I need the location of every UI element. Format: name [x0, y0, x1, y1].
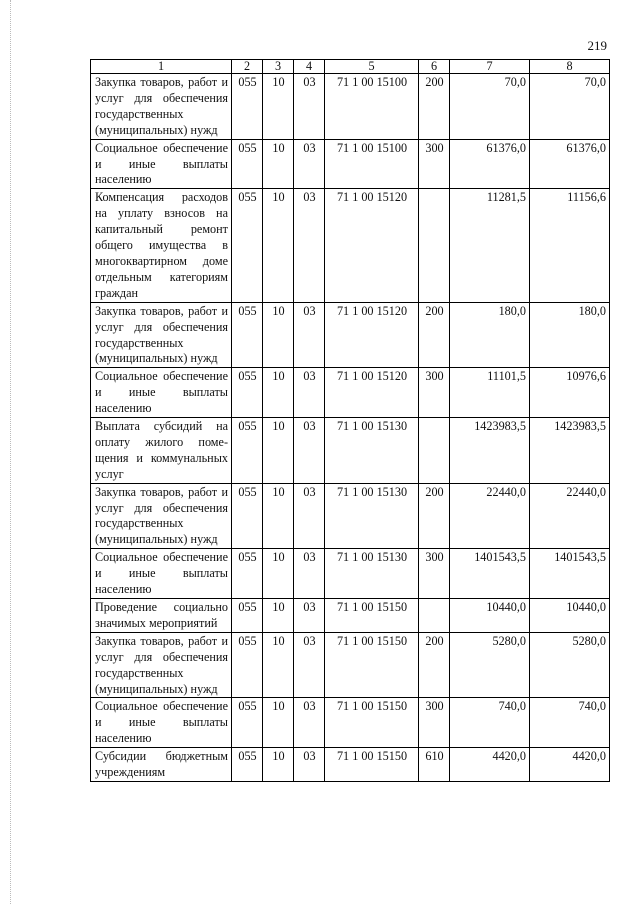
column-header: 5: [325, 60, 419, 74]
amount-planned: 5280,0: [450, 632, 530, 698]
amount-planned: 11281,5: [450, 189, 530, 302]
ministry-code: 055: [232, 368, 263, 418]
section-code: 10: [263, 698, 294, 748]
table-body: [91, 74, 610, 782]
table-row: [91, 189, 610, 302]
subsection-code: 03: [294, 189, 325, 302]
section-code: 10: [263, 368, 294, 418]
expense-type-code: 300: [419, 549, 450, 599]
target-article-code: 71 1 00 15130: [325, 549, 419, 599]
target-article-code: 71 1 00 15120: [325, 189, 419, 302]
amount-executed: 11156,6: [530, 189, 610, 302]
target-article-code: 71 1 00 15100: [325, 139, 419, 189]
subsection-code: 03: [294, 302, 325, 368]
column-header: 7: [450, 60, 530, 74]
target-article-code: 71 1 00 15120: [325, 302, 419, 368]
expense-type-code: [419, 418, 450, 484]
target-article-code: 71 1 00 15130: [325, 483, 419, 549]
section-code: 10: [263, 483, 294, 549]
section-code: 10: [263, 302, 294, 368]
table-row: [91, 599, 610, 633]
table-row: [91, 139, 610, 189]
ministry-code: 055: [232, 418, 263, 484]
expense-type-code: 200: [419, 483, 450, 549]
expense-type-code: 300: [419, 368, 450, 418]
amount-planned: 10440,0: [450, 599, 530, 633]
amount-executed: 5280,0: [530, 632, 610, 698]
table-row: [91, 632, 610, 698]
ministry-code: 055: [232, 549, 263, 599]
expense-type-code: 200: [419, 632, 450, 698]
amount-executed: 70,0: [530, 74, 610, 140]
ministry-code: 055: [232, 748, 263, 782]
amount-executed: 10976,6: [530, 368, 610, 418]
section-code: 10: [263, 418, 294, 484]
expense-type-code: 200: [419, 74, 450, 140]
amount-executed: 180,0: [530, 302, 610, 368]
table-row: [91, 483, 610, 549]
ministry-code: 055: [232, 632, 263, 698]
target-article-code: 71 1 00 15100: [325, 74, 419, 140]
target-article-code: 71 1 00 15130: [325, 418, 419, 484]
scan-margin-edge: [10, 0, 12, 904]
subsection-code: 03: [294, 632, 325, 698]
row-description: Субсидии бюджетным учреждениям: [91, 748, 232, 782]
row-description: Проведение социально значимых мероприятий: [91, 599, 232, 633]
row-description: Закупка товаров, работ и услуг для обеспечения государственных (муниципальных) нужд: [91, 302, 232, 368]
expense-type-code: 300: [419, 698, 450, 748]
amount-planned: 1401543,5: [450, 549, 530, 599]
row-description: Компенсация расходов на уплату взносов на капитальный ремонт общего имущества в многоквартирном доме отдельным категориям граждан: [91, 189, 232, 302]
amount-planned: 740,0: [450, 698, 530, 748]
budget-table: [90, 59, 610, 782]
section-code: 10: [263, 599, 294, 633]
amount-planned: 70,0: [450, 74, 530, 140]
table-row: [91, 698, 610, 748]
row-description: Социальное обеспечение и иные выплаты населению: [91, 549, 232, 599]
table-row: [91, 748, 610, 782]
amount-executed: 22440,0: [530, 483, 610, 549]
subsection-code: 03: [294, 483, 325, 549]
column-header: 1: [91, 60, 232, 74]
amount-executed: 61376,0: [530, 139, 610, 189]
amount-planned: 22440,0: [450, 483, 530, 549]
table-row: [91, 418, 610, 484]
amount-planned: 180,0: [450, 302, 530, 368]
table-row: [91, 368, 610, 418]
row-description: Социальное обеспечение и иные выплаты населению: [91, 139, 232, 189]
ministry-code: 055: [232, 483, 263, 549]
ministry-code: 055: [232, 599, 263, 633]
subsection-code: 03: [294, 368, 325, 418]
target-article-code: 71 1 00 15150: [325, 748, 419, 782]
table-row: [91, 549, 610, 599]
section-code: 10: [263, 632, 294, 698]
ministry-code: 055: [232, 189, 263, 302]
amount-planned: 1423983,5: [450, 418, 530, 484]
subsection-code: 03: [294, 698, 325, 748]
ministry-code: 055: [232, 698, 263, 748]
expense-type-code: 300: [419, 139, 450, 189]
table-row: [91, 74, 610, 140]
expense-type-code: 200: [419, 302, 450, 368]
subsection-code: 03: [294, 74, 325, 140]
page-number: 219: [587, 38, 607, 53]
amount-planned: 4420,0: [450, 748, 530, 782]
expense-type-code: [419, 599, 450, 633]
target-article-code: 71 1 00 15150: [325, 599, 419, 633]
target-article-code: 71 1 00 15150: [325, 632, 419, 698]
expense-type-code: 610: [419, 748, 450, 782]
row-description: Выплата субсидий на оплату жилого помещения и коммунальных услуг: [91, 418, 232, 484]
row-description: Закупка товаров, работ и услуг для обеспечения государственных (муниципальных) нужд: [91, 632, 232, 698]
amount-executed: 4420,0: [530, 748, 610, 782]
amount-executed: 1401543,5: [530, 549, 610, 599]
section-code: 10: [263, 549, 294, 599]
amount-executed: 740,0: [530, 698, 610, 748]
ministry-code: 055: [232, 302, 263, 368]
column-header: 4: [294, 60, 325, 74]
row-description: Социальное обеспечение и иные выплаты населению: [91, 698, 232, 748]
subsection-code: 03: [294, 418, 325, 484]
amount-executed: 10440,0: [530, 599, 610, 633]
subsection-code: 03: [294, 748, 325, 782]
subsection-code: 03: [294, 599, 325, 633]
subsection-code: 03: [294, 549, 325, 599]
section-code: 10: [263, 139, 294, 189]
amount-planned: 11101,5: [450, 368, 530, 418]
target-article-code: 71 1 00 15120: [325, 368, 419, 418]
ministry-code: 055: [232, 74, 263, 140]
row-description: Закупка товаров, работ и услуг для обеспечения государственных (муниципальных) нужд: [91, 74, 232, 140]
amount-executed: 1423983,5: [530, 418, 610, 484]
subsection-code: 03: [294, 139, 325, 189]
expense-type-code: [419, 189, 450, 302]
column-header: 8: [530, 60, 610, 74]
target-article-code: 71 1 00 15150: [325, 698, 419, 748]
amount-planned: 61376,0: [450, 139, 530, 189]
row-description: Социальное обеспечение и иные выплаты населению: [91, 368, 232, 418]
section-code: 10: [263, 748, 294, 782]
column-header: 2: [232, 60, 263, 74]
section-code: 10: [263, 74, 294, 140]
section-code: 10: [263, 189, 294, 302]
row-description: Закупка товаров, работ и услуг для обеспечения государственных (муниципальных) нужд: [91, 483, 232, 549]
ministry-code: 055: [232, 139, 263, 189]
table-header-row: [91, 60, 610, 74]
table-row: [91, 302, 610, 368]
column-header: 6: [419, 60, 450, 74]
column-header: 3: [263, 60, 294, 74]
